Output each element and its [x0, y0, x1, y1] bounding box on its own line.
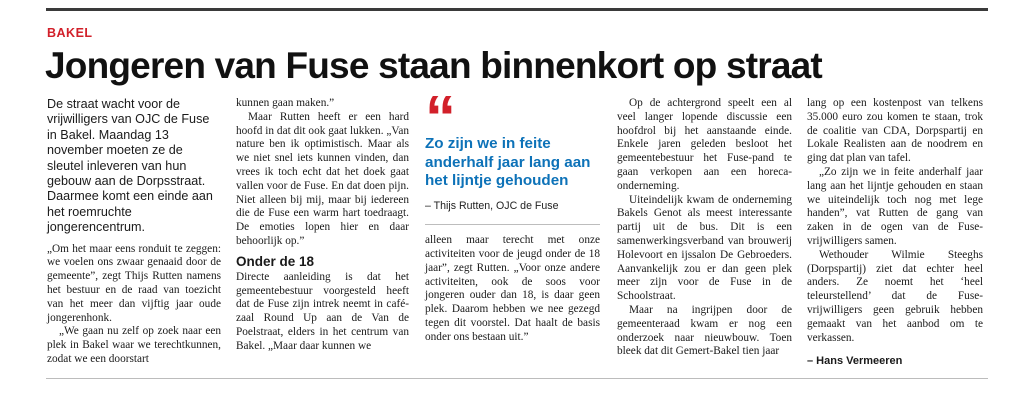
paragraph: kunnen gaan maken.” [236, 97, 335, 109]
quote-mark-icon: “ [425, 84, 456, 153]
pull-quote: Zo zijn we in feite anderhalf jaar lang aan het lijntje gehouden [425, 135, 591, 189]
column-4 [617, 97, 792, 359]
column-5 [807, 97, 983, 369]
paragraph: Wethouder Wilmie Steeghs (Dorpspartij) ziet dat echter heel anders. Ze noemt het ‘heel teleurstellend’ dat de Fuse-vrijwilligers geen gebruik hebben gemaakt van het aanbod om te verkassen. [807, 248, 983, 344]
paragraph: Uiteindelijk kwam de onderneming Bakels Genot als meest interessante partij uit de bus. Dit is een samenwerkingsverband van brouwerij Holevoort en ijssalon De Gebroeders. Aanvankelijk zou er dan geen plek meer zijn voor de Fuse in de Schoolstraat. [617, 193, 792, 303]
bottom-rule [46, 378, 988, 379]
paragraph: Op de achtergrond speelt een al veel langer lopende discussie een hoofdrol bij het aanstaande einde. Enkele jaren geleden besloot het gemeentebestuur het Fuse-pand te gaan verkopen aan een horeca-onderneming. [617, 97, 792, 192]
column-1 [47, 97, 221, 367]
subheading: Onder de 18 [236, 253, 315, 269]
column-3 [425, 84, 600, 345]
article-intro: De straat wacht voor de vrijwilligers van OJC de Fuse in Bakel. Maandag 13 november moeten ze de sleutel inleveren van hun gebouw aan de Dorpsstraat. Daarmee komt een einde aan het roemruchte jongerencentrum. [47, 97, 213, 235]
paragraph: „Om het maar eens ronduit te zeggen: we voelen ons zwaar genaaid door de gemeente”, zegt Thijs Rutten namens het bestuur en de raad van toezicht van het meer dan vijftig jaar oude jongerenhonk. [47, 242, 221, 324]
divider [425, 224, 600, 225]
paragraph: alleen maar terecht met onze activiteiten voor de jeugd onder de 18 jaar”, zegt Rutten. „Voor onze andere activiteiten, ook de soos voor jongeren ouder dan 18, is daar geen plek. Daarom hebben we nee gezegd tegen dit voorstel. Dat haalt de basis onder ons bestaan uit.” [425, 234, 600, 343]
paragraph: Maar na ingrijpen door de gemeenteraad kwam er nog een onderzoek naar nieuwbouw. Toen bleek dat dit Gemert-Bakel tien jaar [617, 303, 792, 358]
article-headline: Jongeren van Fuse staan binnenkort op straat [45, 45, 822, 86]
section-kicker: BAKEL [47, 26, 93, 40]
top-rule [46, 8, 988, 11]
author-byline: – Hans Vermeeren [807, 355, 903, 368]
pull-quote-source: – Thijs Rutten, OJC de Fuse [425, 199, 559, 212]
paragraph: „We gaan nu zelf op zoek naar een plek in Bakel waar we terechtkunnen, zodat we een doorstart [47, 325, 221, 366]
paragraph: „Zo zijn we in feite anderhalf jaar lang aan het lijntje gehouden en staan we uiteindelijk toch nog met lege handen”, vat Rutten de gang van zaken in de ogen van de Fuse-vrijwilligers samen. [807, 165, 983, 247]
paragraph: lang op een kostenpost van telkens 35.000 euro zou komen te staan, trok de coalitie van CDA, Dorpspartij en Lokale Realisten aan de noodrem en ging dat plan van tafel. [807, 97, 983, 165]
column-2 [236, 97, 409, 354]
paragraph: Maar Rutten heeft er een hard hoofd in dat dit ook gaat lukken. „Van nature ben ik optimistisch. Maar als we niet snel iets kunnen vinden, dan vrees ik toch echt dat het doek gaat vallen voor de Fuse. En dat doen pijn. Niet alleen bij mij, maar bij iedereen die de Fuse een warm hart toedraagt. De emoties lopen hier en daar behoorlijk op.” [236, 110, 409, 247]
paragraph: Directe aanleiding is dat het gemeentebestuur voorgesteld heeft dat de Fuse zijn intrek neemt in café-zaal Round Up aan de Van de Poelstraat, elders in het centrum van Bakel. „Maar daar kunnen we [236, 270, 409, 352]
